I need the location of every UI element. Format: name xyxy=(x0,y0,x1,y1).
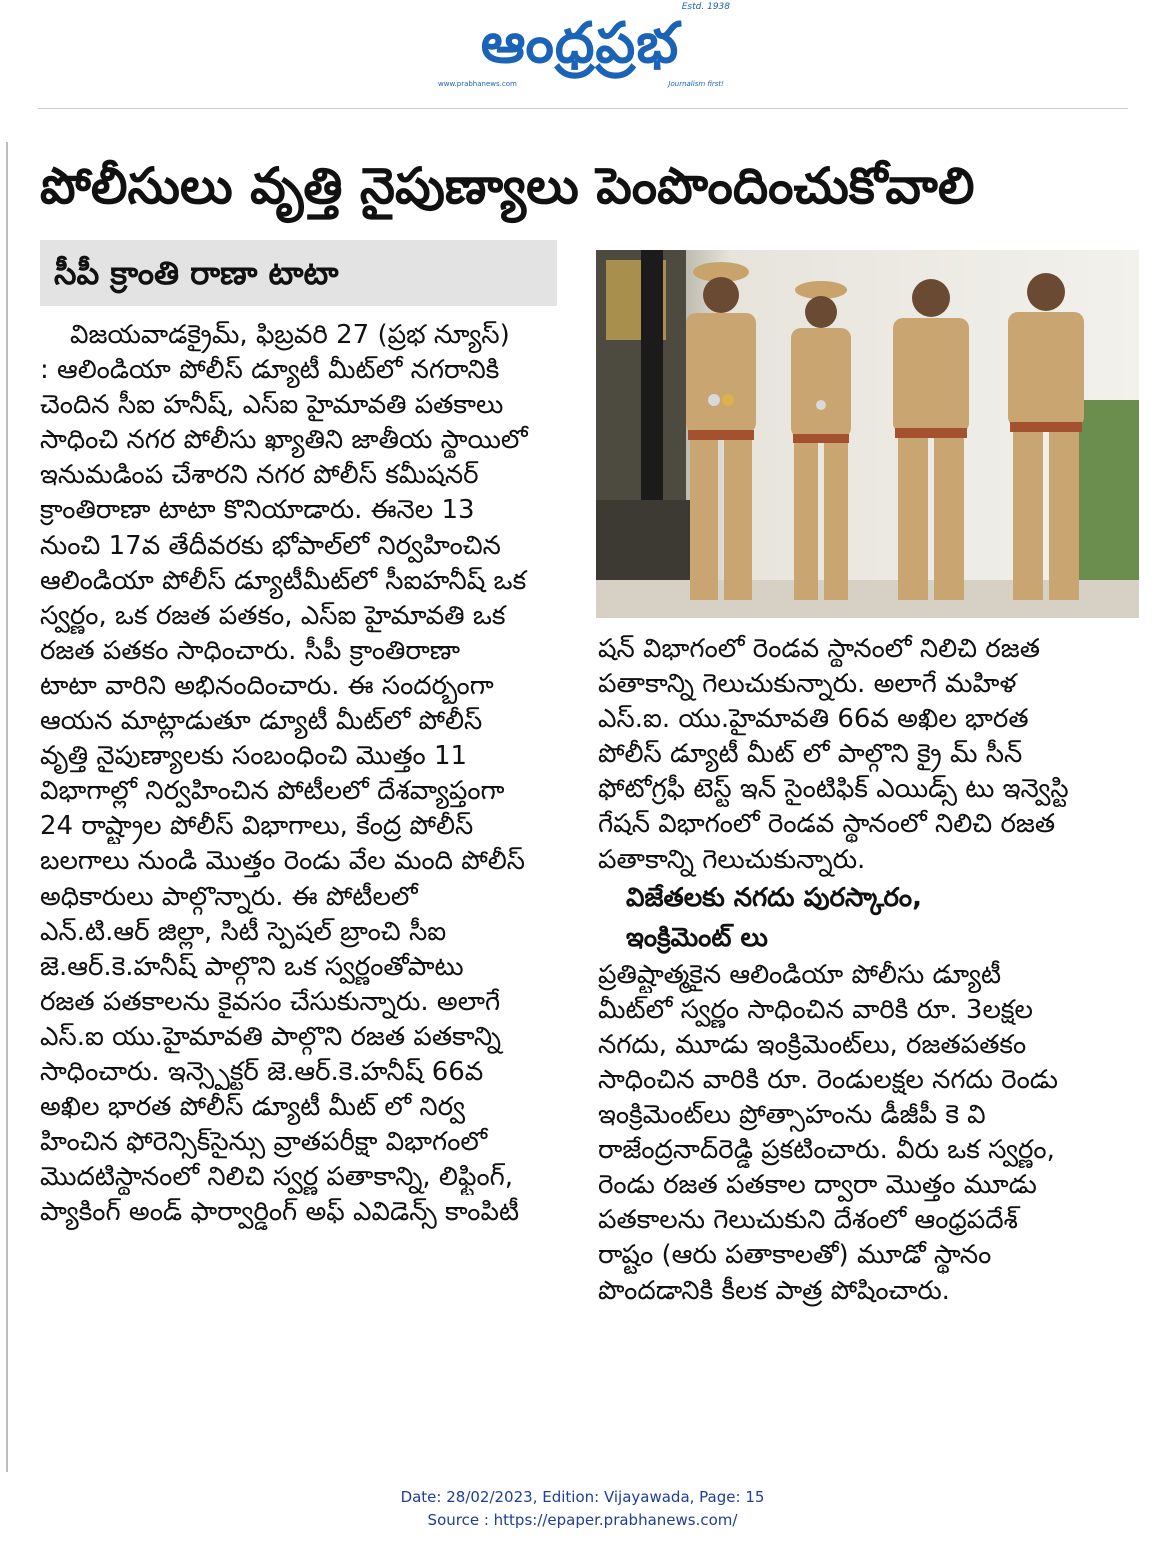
logo-wordmark: ఆంధ్రప్రభ xyxy=(480,10,680,76)
text-line: నగదు, మూడు ఇంక్రిమెంట్‌లు, రజతపతకం xyxy=(598,1029,1027,1060)
text-line: ప్రతిష్టాత్మకైన ఆలిండియా పోలీసు డ్యూటీ xyxy=(598,959,1002,990)
text-line: రజత పతకాలను కైవసం చేసుకున్నారు. అలాగే xyxy=(40,986,501,1017)
text-line: రెండు రజత పతకాల ద్వారా మొత్తం మూడు xyxy=(598,1170,1037,1201)
text-line: హించిన ఫోరెన్సిక్‌సైన్సు వ్రాతపరీక్షా విభాగంలో xyxy=(40,1127,488,1158)
text-line: బలగాలు నుండి మొత్తం రెండు వేల మంది పోలీస్ xyxy=(40,846,526,877)
text-line: ఆయన మాట్లాడుతూ డ్యూటీ మీట్‌లో పోలీస్ xyxy=(40,706,483,737)
text-line: అఖిల భారత పోలీస్ డ్యూటీ మీట్ లో నిర్వ xyxy=(40,1092,466,1123)
text-line: మీట్‌లో స్వర్ణం సాధించిన వారికి రూ. 3లక్షల xyxy=(598,994,1033,1025)
text-line: వృత్తి నైపుణ్యాలకు సంబంధించి మొత్తం 11 xyxy=(40,741,468,772)
section-heading-1: విజేతలకు నగదు పురస్కారం, xyxy=(626,882,922,913)
right-text-column xyxy=(598,632,1118,1309)
page-left-rule xyxy=(6,142,8,1472)
text-line: జె.ఆర్.కె.హనీష్ పాల్గొని ఒక స్వర్ణంతోపాటు xyxy=(40,951,464,982)
text-line: ప్యాకింగ్ అండ్ ఫార్వార్డింగ్ అఫ్ ఎవిడెన్స్ కాంపిటీ xyxy=(40,1197,520,1228)
text-line: ఇంక్రిమెంట్‌లు ప్రోత్సాహంను డీజీపీ కె వి xyxy=(598,1100,986,1131)
text-line: రాజేంద్రనాద్‌రెడ్డి ప్రకటించారు. వీరు ఒక స్వర్ణం, xyxy=(598,1135,1055,1166)
text-line: గేషన్ విభాగంలో రెండవ స్థానంలో నిలిచి రజత xyxy=(598,809,1056,840)
text-line: పొందడానికి కీలక పాత్ర పోషించారు. xyxy=(598,1275,950,1306)
text-line: సాధించి నగర పోలీసు ఖ్యాతిని జాతీయ స్థాయిలో xyxy=(40,425,528,456)
text-line: పోలీస్ డ్యూటీ మీట్ లో పాల్గొని క్రై మ్ సీన్ xyxy=(598,739,1023,770)
footer-source: Source : https://epaper.prabhanews.com/ xyxy=(427,1511,738,1529)
text-line: పతాకాన్ని గెలుచుకున్నారు. xyxy=(598,844,866,875)
left-text-column xyxy=(40,318,558,1230)
text-line: రజత పతకం సాధించారు. సీపీ క్రాంతిరాణా xyxy=(40,635,461,666)
article-headline: పోలీసులు వృత్తి నైపుణ్యాలు పెంపొందించుకోవాలి xyxy=(40,157,975,215)
logo-url: www.prabhanews.com xyxy=(438,80,517,88)
masthead-divider xyxy=(38,108,1128,109)
text-line: సాధించిన వారికి రూ. రెండులక్షల నగదు రెండు xyxy=(598,1064,1058,1095)
masthead xyxy=(0,0,1165,110)
article-subheadline: సీపీ క్రాంతి రాణా టాటా xyxy=(54,254,339,292)
text-line: : ఆలిండియా పోలీస్ డ్యూటీ మీట్‌లో నగరానికి xyxy=(40,355,500,386)
subheadline-box xyxy=(40,240,557,306)
newspaper-logo xyxy=(430,2,730,92)
logo-established: Estd. 1938 xyxy=(681,2,730,12)
text-line: విభాగాల్లో నిర్వహించిన పోటీలలో దేశవ్యాప్తంగా xyxy=(40,776,505,807)
text-line: ఆలిండియా పోలీస్ డ్యూటీమీట్‌లో సీఐహనీష్ ఒక xyxy=(40,565,527,596)
article-photo xyxy=(596,250,1139,618)
text-line: ఎస్.ఐ యు.హైమావతి పాల్గొని రజత పతకాన్ని xyxy=(40,1021,501,1052)
text-line: పతకాలను గెలుచుకుని దేశంలో ఆంధ్రపదేశ్ xyxy=(598,1205,1018,1236)
text-line: ఇనుమడింప చేశారని నగర పోలీస్ కమీషనర్ xyxy=(40,460,479,491)
text-line: చెందిన సీఐ హనీష్, ఎస్ఐ హైమావతి పతకాలు xyxy=(40,390,504,421)
section-heading-2: ఇంక్రిమెంట్ లు xyxy=(626,922,768,953)
text-line: టాటా వారిని అభినందించారు. ఈ సందర్భంగా xyxy=(40,670,494,701)
text-line: విజయవాడక్రైమ్, ఫిబ్రవరి 27 (ప్రభ న్యూస్) xyxy=(70,320,510,350)
logo-tagline: Journalism first! xyxy=(668,80,724,88)
text-line: ఫోటోగ్రఫీ టెస్ట్ ఇన్ సైంటిఫిక్ ఎయిడ్స్ టు ఇన్వెస్టి xyxy=(598,774,1069,805)
text-line: మొదటిస్థానంలో నిలిచి స్వర్ణ పతాకాన్ని, లిఫ్టింగ్, xyxy=(40,1162,514,1193)
text-line: నుంచి 17వ తేదీవరకు భోపాల్‌లో నిర్వహించిన xyxy=(40,530,501,561)
text-line: 24 రాష్ట్రాల పోలీస్ విభాగాలు, కేంద్ర పోలీస్ xyxy=(40,811,474,842)
text-line: రాష్టం (ఆరు పతాకాలతో) మూడో స్థానం xyxy=(598,1240,992,1271)
right-column-bottom xyxy=(598,958,1118,1309)
police-officers-photo xyxy=(596,250,1139,618)
text-line: సాధించారు. ఇన్స్పెక్టర్ జె.ఆర్.కె.హనీష్ 66వ xyxy=(40,1056,484,1087)
page-footer xyxy=(0,1486,1165,1532)
text-line: క్రాంతిరాణా టాటా కొనియాడారు. ఈనెల 13 xyxy=(40,495,475,526)
text-line: స్వర్ణం, ఒక రజత పతకం, ఎస్ఐ హైమావతి ఒక xyxy=(40,600,506,631)
text-line: ఎస్.ఐ. యు.హైమావతి 66వ అఖిల భారత xyxy=(598,704,1029,735)
text-line: షన్ విభాగంలో రెండవ స్థానంలో నిలిచి రజత xyxy=(598,634,1040,664)
text-line: అధికారులు పాల్గొన్నారు. ఈ పోటీలలో xyxy=(40,881,418,912)
text-line: ఎన్.టి.ఆర్ జిల్లా, సిటీ స్పెషల్ బ్రాంచి సీఐ xyxy=(40,916,447,947)
footer-date-edition: Date: 28/02/2023, Edition: Vijayawada, Page: 15 xyxy=(400,1488,765,1506)
text-line: పతాకాన్ని గెలుచుకున్నారు. అలాగే మహిళ xyxy=(598,669,1017,700)
right-column-top xyxy=(598,632,1118,878)
